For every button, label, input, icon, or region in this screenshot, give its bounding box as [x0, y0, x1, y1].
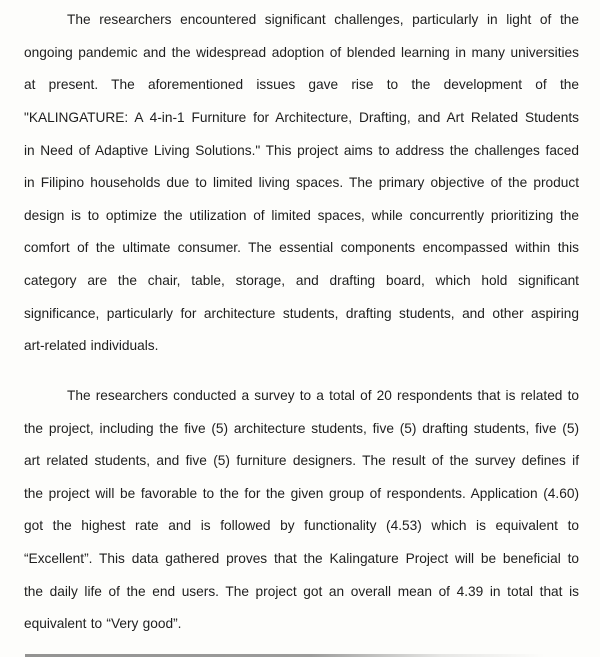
text-line: equivalent to “Very good”.	[24, 616, 182, 632]
text-line: the daily life of the end users. The project got an overall mean of 4.39 in total that is	[24, 583, 579, 599]
text-line: art related students, and five (5) furniture designers. The result of the survey defines if	[24, 453, 579, 469]
text-line: “Excellent”. This data gathered proves that the Kalingature Project will be beneficial to	[24, 551, 579, 566]
paragraph-challenges	[24, 4, 579, 363]
text-line: in Need of Adaptive Living Solutions." This project aims to address the challenges faced	[24, 142, 579, 158]
text-line: "KALINGATURE: A 4-in-1 Furniture for Architecture, Drafting, and Art Related Students	[24, 109, 579, 125]
text-line: got the highest rate and is followed by functionality (4.53) which is equivalent to	[24, 518, 579, 534]
text-line: art-related individuals.	[24, 338, 159, 354]
text-line: at present. The aforementioned issues gave rise to the development of the	[24, 77, 579, 93]
text-line: the project will be favorable to the for the given group of respondents. Application (4.60)	[24, 485, 579, 501]
text-line: design is to optimize the utilization of limited spaces, while concurrently prioritizing the	[24, 207, 579, 223]
text-line: the project, including the five (5) architecture students, five (5) drafting students, five (5)	[24, 420, 579, 436]
text-line: significance, particularly for architecture students, drafting students, and other aspiring	[24, 305, 579, 321]
text-line: The researchers conducted a survey to a total of 20 respondents that is related to	[67, 387, 579, 403]
text-line: in Filipino households due to limited living spaces. The primary objective of the product	[24, 175, 579, 191]
paragraph-survey-results	[24, 380, 579, 641]
text-line: The researchers encountered significant challenges, particularly in light of the	[67, 12, 579, 27]
text-line: category are the chair, table, storage, and drafting board, which hold significant	[24, 273, 579, 288]
text-line: ongoing pandemic and the widespread adoption of blended learning in many universities	[24, 44, 579, 60]
text-line: comfort of the ultimate consumer. The essential components encompassed within this	[24, 240, 579, 256]
